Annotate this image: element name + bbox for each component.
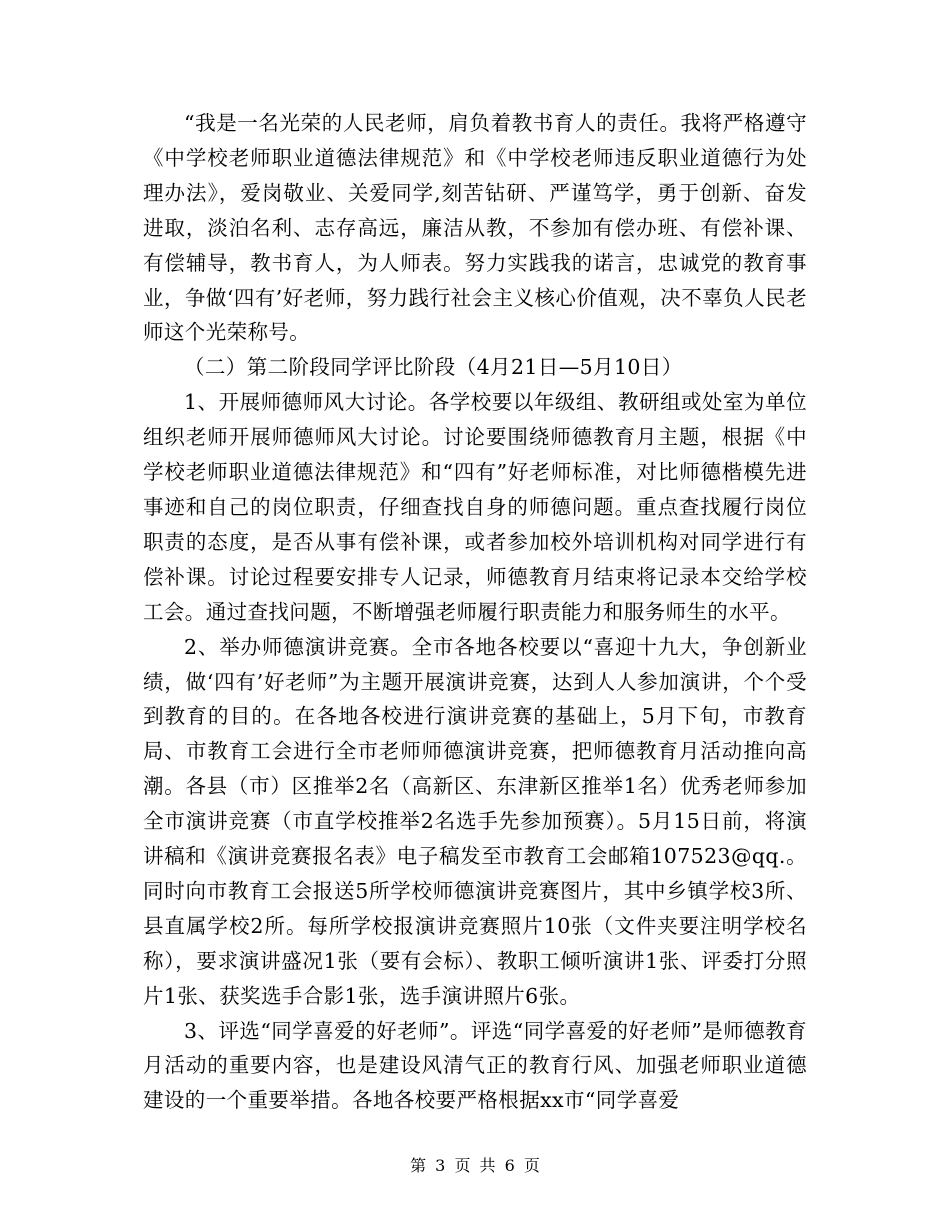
item-2-paragraph: 2、举办师德演讲竞赛。全市各地各校要以“喜迎十九大，争创新业绩，做‘四有’好老师”为主题开展演讲竞赛，达到人人参加演讲，个个受到教育的目的。在各地各校进行演讲竞赛的基础上，5月下旬，市教育局、市教育工会进行全市老师师德演讲竞赛，把师德教育月活动推向高潮。各县（市）区推举2名（高新区、东津新区推举1名）优秀老师参加全市演讲竞赛（市直学校推举2名选手先参加预赛）。5月15日前，将演讲稿和《演讲竞赛报名表》电子稿发至市教育工会邮箱107523@qq.。同时向市教育工会报送5所学校师德演讲竞赛图片，其中乡镇学校3所、县直属学校2所。每所学校报演讲竞赛照片10张（文件夹要注明学校名称），要求演讲盛况1张（要有会标）、教职工倾听演讲1张、评委打分照片1张、获奖选手合影1张，选手演讲照片6张。 xyxy=(143,634,807,1008)
page-number-footer: 第 3 页 共 6 页 xyxy=(410,1156,540,1175)
pledge-paragraph: “我是一名光荣的人民老师，肩负着教书育人的责任。我将严格遵守《中学校老师职业道德法律规范》和《中学校老师违反职业道德行为处理办法》，爱岗敬业、关爱同学,刻苦钻研、严谨笃学，勇于创新、奋发进取，淡泊名利、志存高远，廉洁从教，不参加有偿办班、有偿补课、有偿辅导，教书育人，为人师表。努力实践我的诺言，忠诚党的教育事业，争做‘四有’好老师，努力践行社会主义核心价值观，决不辜负人民老师这个光荣称号。 xyxy=(143,111,807,345)
item-1-paragraph: 1、开展师德师风大讨论。各学校要以年级组、教研组或处室为单位组织老师开展师德师风大讨论。讨论要围绕师德教育月主题，根据《中学校老师职业道德法律规范》和“四有”好老师标准，对比师德楷模先进事迹和自己的岗位职责，仔细查找自身的师德问题。重点查找履行岗位职责的态度，是否从事有偿补课，或者参加校外培训机构对同学进行有偿补课。讨论过程要安排专人记录，师德教育月结束将记录本交给学校工会。通过查找问题，不断增强老师履行职责能力和服务师生的水平。 xyxy=(143,390,807,624)
document-body xyxy=(143,106,807,1118)
item-3-paragraph: 3、评选“同学喜爱的好老师”。评选“同学喜爱的好老师”是师德教育月活动的重要内容，也是建设风清气正的教育行风、加强老师职业道德建设的一个重要举措。各地各校要严格根据xx市“同学喜爱 xyxy=(143,1018,807,1113)
section-heading-stage-two: （二）第二阶段同学评比阶段（4月21日—5月10日） xyxy=(184,355,683,380)
